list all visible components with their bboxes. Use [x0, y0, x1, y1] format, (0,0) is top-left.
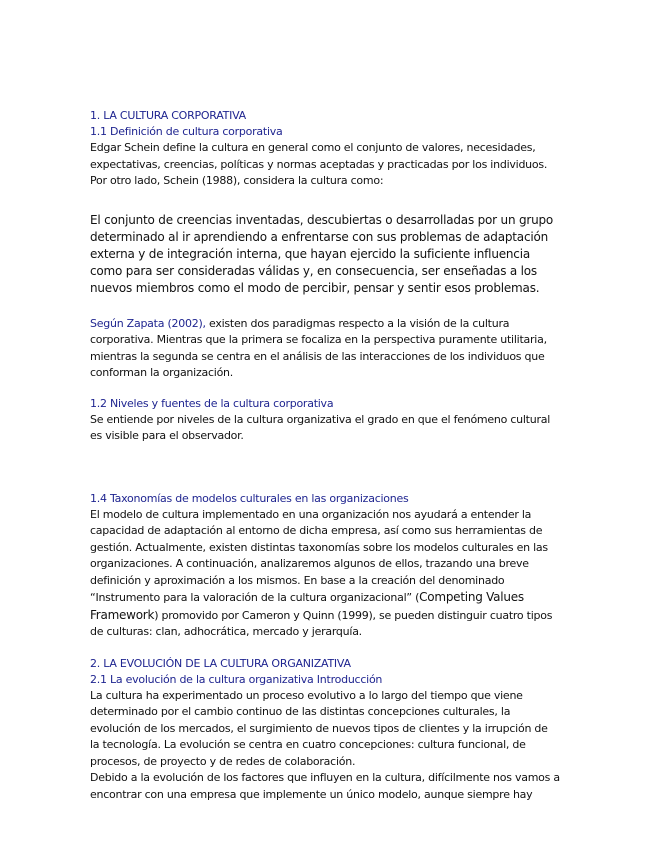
paragraph-zapata	[90, 316, 560, 382]
subsection-1-4-heading: 1.4 Taxonomías de modelos culturales en las organizaciones	[90, 491, 409, 505]
section-2-heading: 2. LA EVOLUCIÓN DE LA CULTURA ORGANIZATIVA	[90, 656, 351, 670]
section-1-heading: 1. LA CULTURA CORPORATIVA	[90, 109, 246, 122]
paragraph-taxonomias	[90, 507, 560, 641]
subsection-1-1-heading: 1.1 Definición de cultura corporativa	[90, 125, 283, 138]
schein-quote: El conjunto de creencias inventadas, descubiertas o desarrolladas por un grupo determinado al ir aprendiendo a enfrentarse con sus problemas de adaptación externa y de integración interna, que hayan ejercido la suficiente influencia como para ser consideradas válidas y, en consecuencia, ser enseñadas a los nuevos miembros como el modo de percibir, pensar y sentir esos problemas.	[90, 212, 554, 295]
subsection-2-1-heading: 2.1 La evolución de la cultura organizativa Introducción	[90, 672, 383, 686]
paragraph-evolucion-2: Debido a la evolución de los factores que influyen en la cultura, difícilmente nos vamos a encontrar con una empresa que implemente un único modelo, aunque siempre hay	[90, 771, 560, 801]
zapata-text: existen dos paradigmas respecto a la visión de la cultura corporativa. Mientras que la primera se focaliza en la perspectiva puramente utilitaria, mientras la segunda se centra en el análisis de las interacciones de los individuos que conforman la organización.	[90, 316, 547, 379]
zapata-citation: Según Zapata (2002),	[90, 316, 206, 330]
competing-values-term: Competing Values Framework	[90, 590, 524, 622]
taxonomias-text-c: ) promovido por Cameron y Quinn (1999), se pueden distinguir cuatro tipos de culturas: clan, adhocrática, mercado y jerarquía.	[90, 608, 553, 638]
paragraph-evolucion-1: La cultura ha experimentado un proceso evolutivo a lo largo del tiempo que viene determinado por el cambio continuo de las distintas concepciones culturales, la evolución de los mercados, el surgimiento de nuevos tipos de clientes y la irrupción de la tecnología. La evolución se centra en cuatro concepciones: cultura funcional, de procesos, de proyecto y de redes de colaboración.	[90, 688, 548, 768]
taxonomias-text-a: El modelo de cultura implementado en una organización nos ayudará a entender la capacidad de adaptación al entorno de dicha empresa, así como sus herramientas de gestión. Actualmente, existen distintas taxonomías sobre los modelos culturales en las organizaciones. A continuación, analizaremos algunos de ellos, trazando una breve definición y aproximación a los mismos. En base a la creación del denominado “Instrumento para la valoración de la cultura organizacional” (	[90, 507, 548, 604]
paragraph-niveles: Se entiende por niveles de la cultura organizativa el grado en que el fenómeno cultural es visible para el observador.	[90, 412, 551, 442]
document-body	[90, 108, 560, 803]
paragraph-schein-definition: Edgar Schein define la cultura en general como el conjunto de valores, necesidades, expectativas, creencias, políticas y normas aceptadas y practicadas por los individuos. Por otro lado, Schein (1988), considera la cultura como:	[90, 141, 548, 187]
subsection-1-2-heading: 1.2 Niveles y fuentes de la cultura corporativa	[90, 396, 334, 410]
